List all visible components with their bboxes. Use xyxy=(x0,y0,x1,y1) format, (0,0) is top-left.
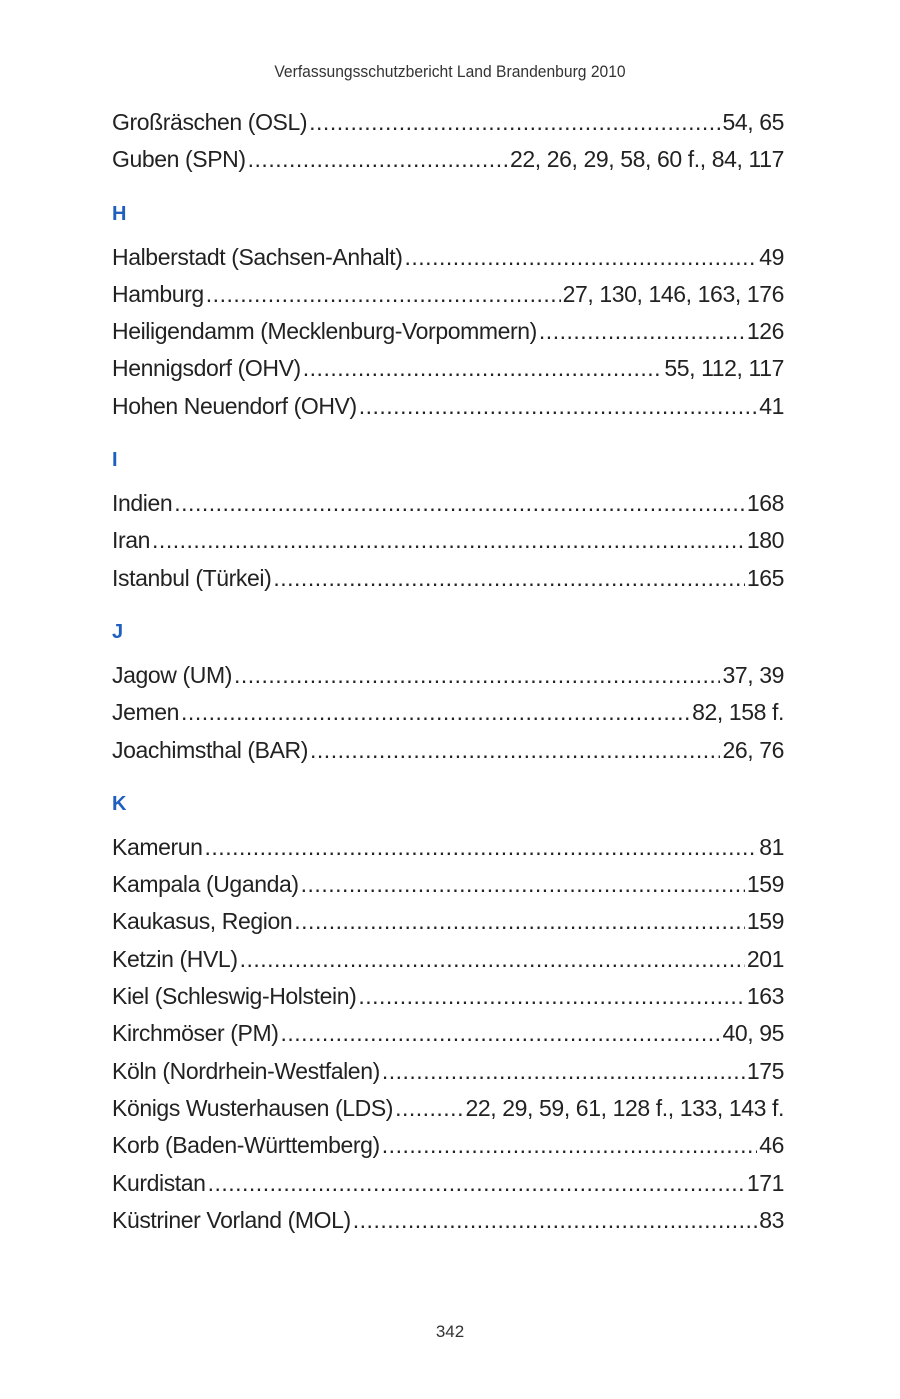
index-entry xyxy=(112,560,784,597)
leader-dots xyxy=(208,1165,745,1202)
entry-name: Köln (Nordrhein-Westfalen) xyxy=(112,1057,380,1084)
page-header: Verfassungsschutzbericht Land Brandenburg 2010 xyxy=(274,62,626,81)
leader-dots xyxy=(395,1090,463,1127)
entry-pages: 54, 65 xyxy=(722,109,784,135)
entry-pages: 126 xyxy=(746,318,784,345)
entry-name: Kiel (Schleswig-Holstein) xyxy=(112,983,357,1010)
letter-heading: J xyxy=(112,620,124,643)
index-entry xyxy=(112,657,784,694)
index-entry xyxy=(112,1202,784,1239)
leader-dots xyxy=(273,560,744,597)
entry-name: Küstriner Vorland (MOL) xyxy=(112,1206,351,1233)
index-group-h xyxy=(112,203,784,425)
entry-name: Istanbul (Türkei) xyxy=(112,564,272,591)
leader-dots xyxy=(206,276,561,313)
entry-name: Guben (SPN) xyxy=(112,146,246,173)
entry-pages: 165 xyxy=(746,564,784,591)
letter-heading: I xyxy=(112,449,118,472)
entry-pages: 201 xyxy=(746,945,784,972)
leader-dots xyxy=(234,657,720,694)
index-entry xyxy=(112,485,784,522)
leader-dots xyxy=(181,694,690,731)
index-group-g xyxy=(112,104,784,179)
leader-dots xyxy=(205,829,758,866)
entry-pages: 159 xyxy=(746,908,784,935)
leader-dots xyxy=(359,388,757,425)
entry-pages: 41 xyxy=(759,392,784,419)
index-entry xyxy=(112,1053,784,1090)
entry-name: Joachimsthal (BAR) xyxy=(112,736,309,763)
entry-pages: 171 xyxy=(746,1169,784,1196)
index-entry xyxy=(112,1090,784,1127)
entry-pages: 26, 76 xyxy=(722,736,784,763)
index-entry xyxy=(112,941,784,978)
index-entry xyxy=(112,522,784,559)
index-entry xyxy=(112,903,784,940)
entry-name: Iran xyxy=(112,527,151,554)
entry-name: Kurdistan xyxy=(112,1169,206,1196)
leader-dots xyxy=(539,313,745,350)
index-entry xyxy=(112,104,784,141)
index-group-j xyxy=(112,621,784,769)
letter-heading: H xyxy=(112,202,127,225)
leader-dots xyxy=(309,104,720,141)
leader-dots xyxy=(405,239,758,276)
entry-name: Kirchmöser (PM) xyxy=(112,1020,279,1047)
index-entry xyxy=(112,732,784,769)
entry-pages: 180 xyxy=(746,527,784,554)
index-entry xyxy=(112,141,784,178)
entry-name: Ketzin (HVL) xyxy=(112,945,238,972)
index-entry xyxy=(112,276,784,313)
entry-name: Hamburg xyxy=(112,280,204,307)
index-entry xyxy=(112,388,784,425)
entry-pages: 22, 29, 59, 61, 128 f., 133, 143 f. xyxy=(465,1094,784,1121)
index-entry xyxy=(112,1165,784,1202)
entry-name: Heiligendamm (Mecklenburg-Vorpommern) xyxy=(112,318,537,345)
entry-pages: 81 xyxy=(759,833,784,860)
entry-name: Korb (Baden-Württemberg) xyxy=(112,1132,380,1159)
entry-name: Jemen xyxy=(112,699,180,726)
entry-pages: 46 xyxy=(759,1132,784,1159)
leader-dots xyxy=(281,1015,721,1052)
entry-pages: 175 xyxy=(746,1057,784,1084)
leader-dots xyxy=(240,941,745,978)
entry-pages: 37, 39 xyxy=(722,661,784,688)
index-entry xyxy=(112,866,784,903)
entry-pages: 82, 158 f. xyxy=(692,699,784,726)
index-entry xyxy=(112,1127,784,1164)
index-entry xyxy=(112,350,784,387)
index-entry xyxy=(112,694,784,731)
leader-dots xyxy=(303,350,663,387)
entry-name: Großräschen (OSL) xyxy=(112,109,308,135)
entry-pages: 55, 112, 117 xyxy=(664,355,784,382)
index-group-i xyxy=(112,449,784,597)
entry-pages: 22, 26, 29, 58, 60 f., 84, 117 xyxy=(509,146,784,173)
leader-dots xyxy=(294,903,745,940)
index-entry xyxy=(112,978,784,1015)
index-entry xyxy=(112,1015,784,1052)
page-number: 342 xyxy=(435,1322,465,1341)
leader-dots xyxy=(382,1053,745,1090)
entry-pages: 168 xyxy=(746,490,784,517)
leader-dots xyxy=(152,522,745,559)
entry-name: Hohen Neuendorf (OHV) xyxy=(112,392,357,419)
index-group-k xyxy=(112,793,784,1239)
entry-name: Jagow (UM) xyxy=(112,661,232,688)
entry-pages: 40, 95 xyxy=(722,1020,784,1047)
entry-name: Königs Wusterhausen (LDS) xyxy=(112,1094,394,1121)
leader-dots xyxy=(174,485,745,522)
index-list xyxy=(112,104,784,1263)
entry-name: Kampala (Uganda) xyxy=(112,871,299,898)
index-entry xyxy=(112,239,784,276)
leader-dots xyxy=(248,141,508,178)
entry-pages: 159 xyxy=(746,871,784,898)
leader-dots xyxy=(382,1127,757,1164)
entry-name: Kaukasus, Region xyxy=(112,908,293,935)
letter-heading: K xyxy=(112,792,127,815)
entry-pages: 49 xyxy=(759,243,784,270)
entry-name: Halberstadt (Sachsen-Anhalt) xyxy=(112,243,403,270)
leader-dots xyxy=(353,1202,757,1239)
entry-name: Indien xyxy=(112,490,173,517)
entry-name: Hennigsdorf (OHV) xyxy=(112,355,301,382)
entry-pages: 83 xyxy=(759,1206,784,1233)
index-entry xyxy=(112,829,784,866)
leader-dots xyxy=(301,866,745,903)
index-entry xyxy=(112,313,784,350)
leader-dots xyxy=(358,978,744,1015)
entry-pages: 27, 130, 146, 163, 176 xyxy=(562,280,784,307)
entry-pages: 163 xyxy=(746,983,784,1010)
entry-name: Kamerun xyxy=(112,833,203,860)
leader-dots xyxy=(310,732,720,769)
